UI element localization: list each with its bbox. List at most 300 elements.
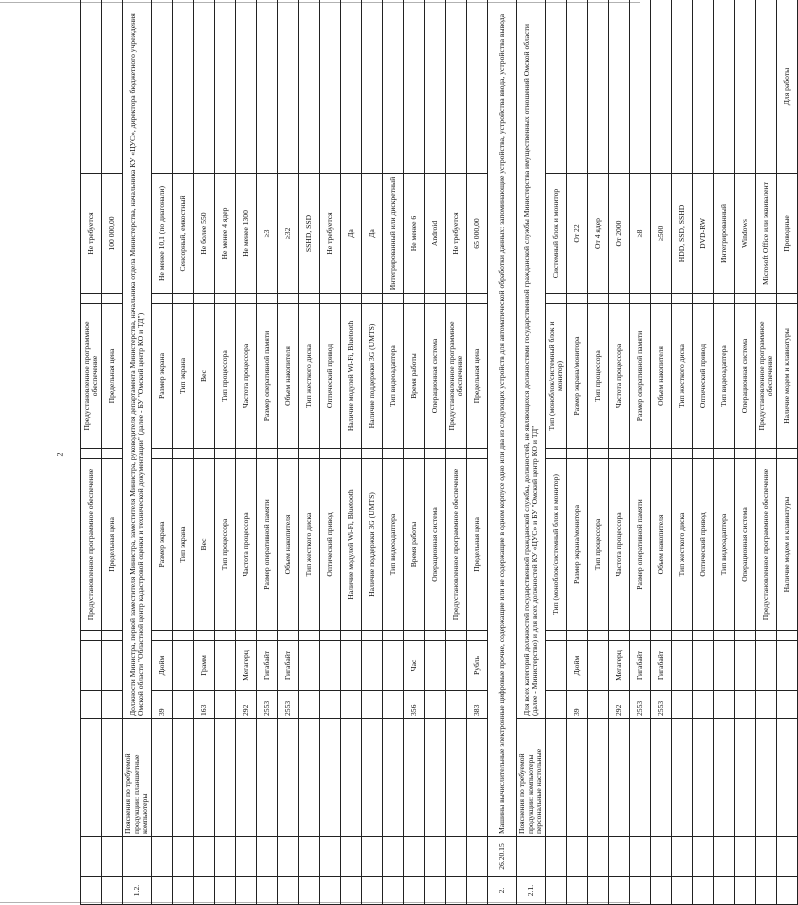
table-cell: Вес xyxy=(194,459,215,631)
table-cell xyxy=(320,837,341,877)
table-cell: 2553 xyxy=(257,691,278,719)
table-cell xyxy=(446,294,467,304)
table-cell xyxy=(152,294,173,304)
table-cell xyxy=(362,0,383,174)
table-cell: Интегрированный xyxy=(714,174,735,294)
table-cell xyxy=(714,641,735,691)
table-cell xyxy=(609,0,630,174)
table-cell xyxy=(735,691,756,719)
table-cell: Операционная система xyxy=(425,459,446,631)
table-cell: От 4 ядер xyxy=(588,174,609,294)
table-cell xyxy=(362,449,383,459)
table-row xyxy=(517,0,546,905)
table-cell: Гигабайт xyxy=(630,641,651,691)
table-cell xyxy=(278,0,299,174)
table-cell: Тип процессора xyxy=(588,459,609,631)
table-cell xyxy=(425,837,446,877)
table-cell: Не требуется xyxy=(81,174,102,294)
table-row xyxy=(194,0,215,905)
table-cell xyxy=(651,449,672,459)
table-cell xyxy=(714,719,735,837)
table-row xyxy=(446,0,467,905)
table-cell xyxy=(152,0,173,174)
table-cell xyxy=(362,837,383,877)
table-cell xyxy=(609,294,630,304)
table-cell xyxy=(467,294,488,304)
table-cell: Тип процессора xyxy=(215,304,236,449)
table-cell: 292 xyxy=(609,691,630,719)
table-row xyxy=(278,0,299,905)
table-cell xyxy=(194,631,215,641)
table-cell: 383 xyxy=(467,691,488,719)
table-cell xyxy=(404,837,425,877)
table-cell xyxy=(404,877,425,905)
table-cell xyxy=(362,877,383,905)
table-cell xyxy=(236,449,257,459)
table-cell xyxy=(278,294,299,304)
table-cell xyxy=(546,0,567,174)
table-cell xyxy=(672,631,693,641)
table-row xyxy=(488,0,517,905)
table-cell xyxy=(756,641,777,691)
table-cell xyxy=(672,449,693,459)
table-cell xyxy=(588,631,609,641)
table-cell xyxy=(173,877,194,905)
table-cell: Тип (моноблок/системный блок и монитор) xyxy=(546,459,567,631)
table-row xyxy=(341,0,362,905)
table-cell xyxy=(236,877,257,905)
table-cell xyxy=(567,294,588,304)
table-cell: Не менее 10,1 (по диагонали) xyxy=(152,174,173,294)
table-cell xyxy=(299,449,320,459)
table-cell: Тип процессора xyxy=(588,304,609,449)
table-cell xyxy=(546,837,567,877)
table-cell xyxy=(102,877,123,905)
table-cell: Гигабайт xyxy=(278,641,299,691)
table-cell xyxy=(546,641,567,691)
table-cell: Windows xyxy=(735,174,756,294)
table-cell xyxy=(173,631,194,641)
table-cell: Объем накопителя xyxy=(651,304,672,449)
table-cell xyxy=(567,719,588,837)
table-cell xyxy=(320,0,341,174)
table-cell: Не менее 6 xyxy=(404,174,425,294)
table-cell xyxy=(194,877,215,905)
table-cell xyxy=(756,449,777,459)
table-cell xyxy=(173,294,194,304)
table-cell xyxy=(672,0,693,174)
table-cell xyxy=(404,294,425,304)
table-cell: Оптический привод xyxy=(693,459,714,631)
table-cell: Предустановленное программное обеспечение xyxy=(756,459,777,631)
table-cell xyxy=(425,449,446,459)
table-cell xyxy=(756,877,777,905)
table-row xyxy=(320,0,341,905)
table-row xyxy=(152,0,173,905)
table-cell: Операционная система xyxy=(735,304,756,449)
table-cell xyxy=(446,0,467,174)
table-cell xyxy=(693,877,714,905)
table-row xyxy=(467,0,488,905)
table-row xyxy=(123,0,152,905)
table-cell xyxy=(467,449,488,459)
table-cell: Мегагерц xyxy=(609,641,630,691)
table-cell: Оптический привод xyxy=(320,459,341,631)
table-cell xyxy=(714,877,735,905)
table-cell xyxy=(714,294,735,304)
table-cell: Наличие поддержки 3G (UMTS) xyxy=(362,304,383,449)
table-cell: Объем накопителя xyxy=(278,304,299,449)
table-cell: ≥3 xyxy=(257,174,278,294)
table-cell xyxy=(102,691,123,719)
table-cell xyxy=(756,719,777,837)
table-cell xyxy=(546,691,567,719)
table-cell: Объем накопителя xyxy=(278,459,299,631)
table-cell: Не требуется xyxy=(446,174,467,294)
table-cell xyxy=(173,641,194,691)
table-cell xyxy=(215,691,236,719)
table-cell xyxy=(81,691,102,719)
table-row xyxy=(609,0,630,905)
table-cell: Наличие поддержки 3G (UMTS) xyxy=(362,459,383,631)
table-cell: Интегрированный или дискретный xyxy=(383,174,404,294)
table-cell: Частота процессора xyxy=(609,459,630,631)
table-cell: Тип жесткого диска xyxy=(672,459,693,631)
table-cell xyxy=(651,631,672,641)
table-cell xyxy=(777,691,798,719)
table-cell xyxy=(567,837,588,877)
requirements-table xyxy=(80,0,798,905)
table-cell xyxy=(341,641,362,691)
table-cell: Предельная цена xyxy=(102,304,123,449)
table-cell: Размер оперативной памяти xyxy=(630,459,651,631)
table-cell xyxy=(588,877,609,905)
table-cell xyxy=(341,877,362,905)
table-cell xyxy=(404,631,425,641)
table-cell: Пояснения по требуемой продукции: компьютеры персональные настольные xyxy=(517,719,546,837)
table-cell xyxy=(609,631,630,641)
table-cell xyxy=(517,837,546,877)
table-cell: Размер оперативной памяти xyxy=(630,304,651,449)
table-cell xyxy=(588,449,609,459)
table-cell xyxy=(446,641,467,691)
table-cell: Операционная система xyxy=(425,304,446,449)
table-cell xyxy=(567,449,588,459)
table-cell: Тип экрана xyxy=(173,459,194,631)
table-cell: Проводные xyxy=(777,174,798,294)
table-cell xyxy=(194,837,215,877)
table-cell xyxy=(446,877,467,905)
table-cell xyxy=(257,631,278,641)
table-cell xyxy=(756,837,777,877)
table-cell xyxy=(278,837,299,877)
table-cell xyxy=(341,719,362,837)
table-row xyxy=(588,0,609,905)
table-cell xyxy=(446,449,467,459)
table-cell xyxy=(651,719,672,837)
table-cell xyxy=(299,719,320,837)
table-cell xyxy=(756,691,777,719)
table-cell: 65 000,00 xyxy=(467,174,488,294)
table-row xyxy=(756,0,777,905)
table-cell xyxy=(299,641,320,691)
table-cell xyxy=(672,641,693,691)
table-row xyxy=(735,0,756,905)
table-cell xyxy=(735,294,756,304)
table-cell: Не менее 1300 xyxy=(236,174,257,294)
table-cell xyxy=(630,837,651,877)
table-cell xyxy=(278,719,299,837)
table-cell xyxy=(383,0,404,174)
table-cell: Тип жесткого диска xyxy=(299,459,320,631)
table-cell xyxy=(341,837,362,877)
table-cell: Оптический привод xyxy=(693,304,714,449)
table-cell xyxy=(609,449,630,459)
table-cell xyxy=(651,877,672,905)
table-cell: ≥32 xyxy=(278,174,299,294)
table-cell xyxy=(735,0,756,174)
table-cell xyxy=(425,641,446,691)
table-cell: Время работы xyxy=(404,459,425,631)
table-cell: Тип видеоадаптера xyxy=(383,459,404,631)
table-cell xyxy=(173,0,194,174)
table-cell: Предустановленное программное обеспечение xyxy=(81,304,102,449)
table-cell xyxy=(341,449,362,459)
table-cell xyxy=(215,719,236,837)
table-cell: Тип жесткого диска xyxy=(672,304,693,449)
table-cell xyxy=(404,449,425,459)
table-cell xyxy=(383,691,404,719)
table-cell xyxy=(446,719,467,837)
table-cell xyxy=(693,449,714,459)
table-cell xyxy=(123,837,152,877)
table-cell xyxy=(425,877,446,905)
table-cell xyxy=(693,294,714,304)
page-number: 2 xyxy=(55,452,65,457)
table-cell xyxy=(756,294,777,304)
table-cell: От 2000 xyxy=(609,174,630,294)
table-cell xyxy=(714,691,735,719)
table-cell: Мегагерц xyxy=(236,641,257,691)
table-cell xyxy=(735,641,756,691)
table-cell xyxy=(672,877,693,905)
table-cell xyxy=(546,294,567,304)
table-cell xyxy=(173,449,194,459)
table-row xyxy=(236,0,257,905)
table-cell xyxy=(651,837,672,877)
table-cell xyxy=(362,719,383,837)
table-cell: Время работы xyxy=(404,304,425,449)
table-cell xyxy=(278,631,299,641)
table-cell: Операционная система xyxy=(735,459,756,631)
table-cell: Оптический привод xyxy=(320,304,341,449)
table-row xyxy=(651,0,672,905)
table-cell xyxy=(425,294,446,304)
table-cell xyxy=(693,691,714,719)
table-cell xyxy=(236,294,257,304)
table-cell: 163 xyxy=(194,691,215,719)
table-cell: SSHD, SSD xyxy=(299,174,320,294)
table-cell xyxy=(756,631,777,641)
table-cell: Гигабайт xyxy=(257,641,278,691)
table-cell: Тип видеоадаптера xyxy=(714,304,735,449)
table-cell xyxy=(567,0,588,174)
table-cell: 2553 xyxy=(278,691,299,719)
table-cell: Частота процессора xyxy=(609,304,630,449)
table-cell: 2553 xyxy=(651,691,672,719)
table-cell xyxy=(777,294,798,304)
table-cell: Предустановленное программное обеспечение xyxy=(81,459,102,631)
table-cell xyxy=(215,294,236,304)
table-cell xyxy=(735,719,756,837)
table-cell xyxy=(362,641,383,691)
table-row xyxy=(173,0,194,905)
table-cell: От 22 xyxy=(567,174,588,294)
table-cell xyxy=(630,877,651,905)
table-cell xyxy=(546,719,567,837)
table-cell xyxy=(651,294,672,304)
table-cell xyxy=(257,294,278,304)
table-cell xyxy=(102,719,123,837)
table-cell xyxy=(735,631,756,641)
table-cell xyxy=(630,631,651,641)
table-cell xyxy=(362,631,383,641)
table-row xyxy=(425,0,446,905)
table-cell xyxy=(81,0,102,174)
table-cell xyxy=(152,719,173,837)
table-cell xyxy=(341,0,362,174)
table-cell xyxy=(693,719,714,837)
table-cell xyxy=(320,449,341,459)
table-cell: Предустановленное программное обеспечение xyxy=(756,304,777,449)
table-cell: Не менее 4 ядер xyxy=(215,174,236,294)
table-cell: Наличие модем и клавиатуры xyxy=(777,459,798,631)
table-cell xyxy=(257,877,278,905)
table-cell xyxy=(257,449,278,459)
table-cell: Размер экрана/монитора xyxy=(567,304,588,449)
table-cell xyxy=(777,719,798,837)
table-cell xyxy=(467,719,488,837)
table-cell xyxy=(383,641,404,691)
table-cell xyxy=(609,837,630,877)
table-cell: Размер экрана xyxy=(152,304,173,449)
table-cell: Размер оперативной памяти xyxy=(257,304,278,449)
table-cell xyxy=(257,719,278,837)
table-cell: Microsoft Office или эквивалент xyxy=(756,174,777,294)
table-cell xyxy=(320,691,341,719)
table-cell xyxy=(777,641,798,691)
table-cell xyxy=(299,877,320,905)
table-cell xyxy=(152,837,173,877)
table-cell: Да xyxy=(341,174,362,294)
table-cell xyxy=(81,449,102,459)
table-cell xyxy=(735,837,756,877)
table-cell xyxy=(609,877,630,905)
table-cell xyxy=(588,641,609,691)
table-cell: 39 xyxy=(567,691,588,719)
table-cell xyxy=(299,294,320,304)
table-cell: Пояснения по требуемой продукции: планшетные компьютеры xyxy=(123,719,152,837)
table-cell: 39 xyxy=(152,691,173,719)
table-cell xyxy=(714,449,735,459)
table-cell xyxy=(102,294,123,304)
table-row xyxy=(672,0,693,905)
table-cell xyxy=(215,0,236,174)
table-cell: Наличие модем и клавиатуры xyxy=(777,304,798,449)
table-cell xyxy=(236,631,257,641)
table-cell xyxy=(425,631,446,641)
table-cell xyxy=(567,631,588,641)
table-cell: ≥8 xyxy=(630,174,651,294)
table-cell: 2.1. xyxy=(517,877,546,905)
table-cell xyxy=(672,691,693,719)
table-cell xyxy=(320,719,341,837)
table-cell xyxy=(341,691,362,719)
table-cell xyxy=(714,631,735,641)
table-cell xyxy=(81,719,102,837)
table-cell xyxy=(215,641,236,691)
table-cell xyxy=(383,449,404,459)
table-cell: Тип (моноблок/системный блок и монитор) xyxy=(546,304,567,449)
table-cell xyxy=(446,837,467,877)
table-cell xyxy=(236,837,257,877)
table-cell xyxy=(467,877,488,905)
table-cell: 356 xyxy=(404,691,425,719)
table-cell xyxy=(362,691,383,719)
table-cell: Не более 550 xyxy=(194,174,215,294)
table-cell: Наличие модулей Wi-Fi, Bluetooth xyxy=(341,459,362,631)
table-cell xyxy=(152,631,173,641)
table-cell: Машины вычислительные электронные цифровые прочие, содержащие или не содержащие в одном корпусе одно или два из следующих устройств для автоматической обработки данных: запоминающие устройства, устройства ввода, устройства вывода xyxy=(488,0,517,837)
table-cell xyxy=(215,877,236,905)
table-cell xyxy=(446,631,467,641)
table-cell xyxy=(257,0,278,174)
table-cell xyxy=(102,0,123,174)
table-cell xyxy=(102,631,123,641)
table-cell xyxy=(362,294,383,304)
table-cell xyxy=(777,837,798,877)
table-cell: Android xyxy=(425,174,446,294)
table-cell xyxy=(672,719,693,837)
table-cell xyxy=(102,641,123,691)
table-cell: HDD, SSD, SSHD xyxy=(672,174,693,294)
table-cell xyxy=(320,294,341,304)
table-cell xyxy=(693,0,714,174)
table-cell: Не требуется xyxy=(320,174,341,294)
table-cell xyxy=(546,877,567,905)
table-cell: Должности Министра, первой заместителя Министра, заместителя Министра, руководителя департамента Министерства, начальника отдела Министерства, начальника КУ «ЦУС», директора бюджетного учреждения Омской области "Областной центр кадастровой оценки и технической документации" (далее - БУ "Омский центр КО и ТД") xyxy=(123,0,152,719)
table-cell xyxy=(194,0,215,174)
table-row xyxy=(383,0,404,905)
table-cell xyxy=(425,0,446,174)
table-cell: Наличие модулей Wi-Fi, Bluetooth xyxy=(341,304,362,449)
table-cell xyxy=(735,877,756,905)
table-cell: Предельная цена xyxy=(467,459,488,631)
table-row xyxy=(630,0,651,905)
table-cell xyxy=(278,449,299,459)
table-cell xyxy=(546,449,567,459)
table-cell: Предельная цена xyxy=(467,304,488,449)
table-cell: Вес xyxy=(194,304,215,449)
table-cell xyxy=(81,294,102,304)
table-row xyxy=(404,0,425,905)
table-cell xyxy=(630,719,651,837)
table-cell: Размер экрана xyxy=(152,459,173,631)
table-cell: 26.20.15 xyxy=(488,837,517,877)
table-cell xyxy=(383,837,404,877)
table-cell xyxy=(404,0,425,174)
table-cell: 100 000,00 xyxy=(102,174,123,294)
